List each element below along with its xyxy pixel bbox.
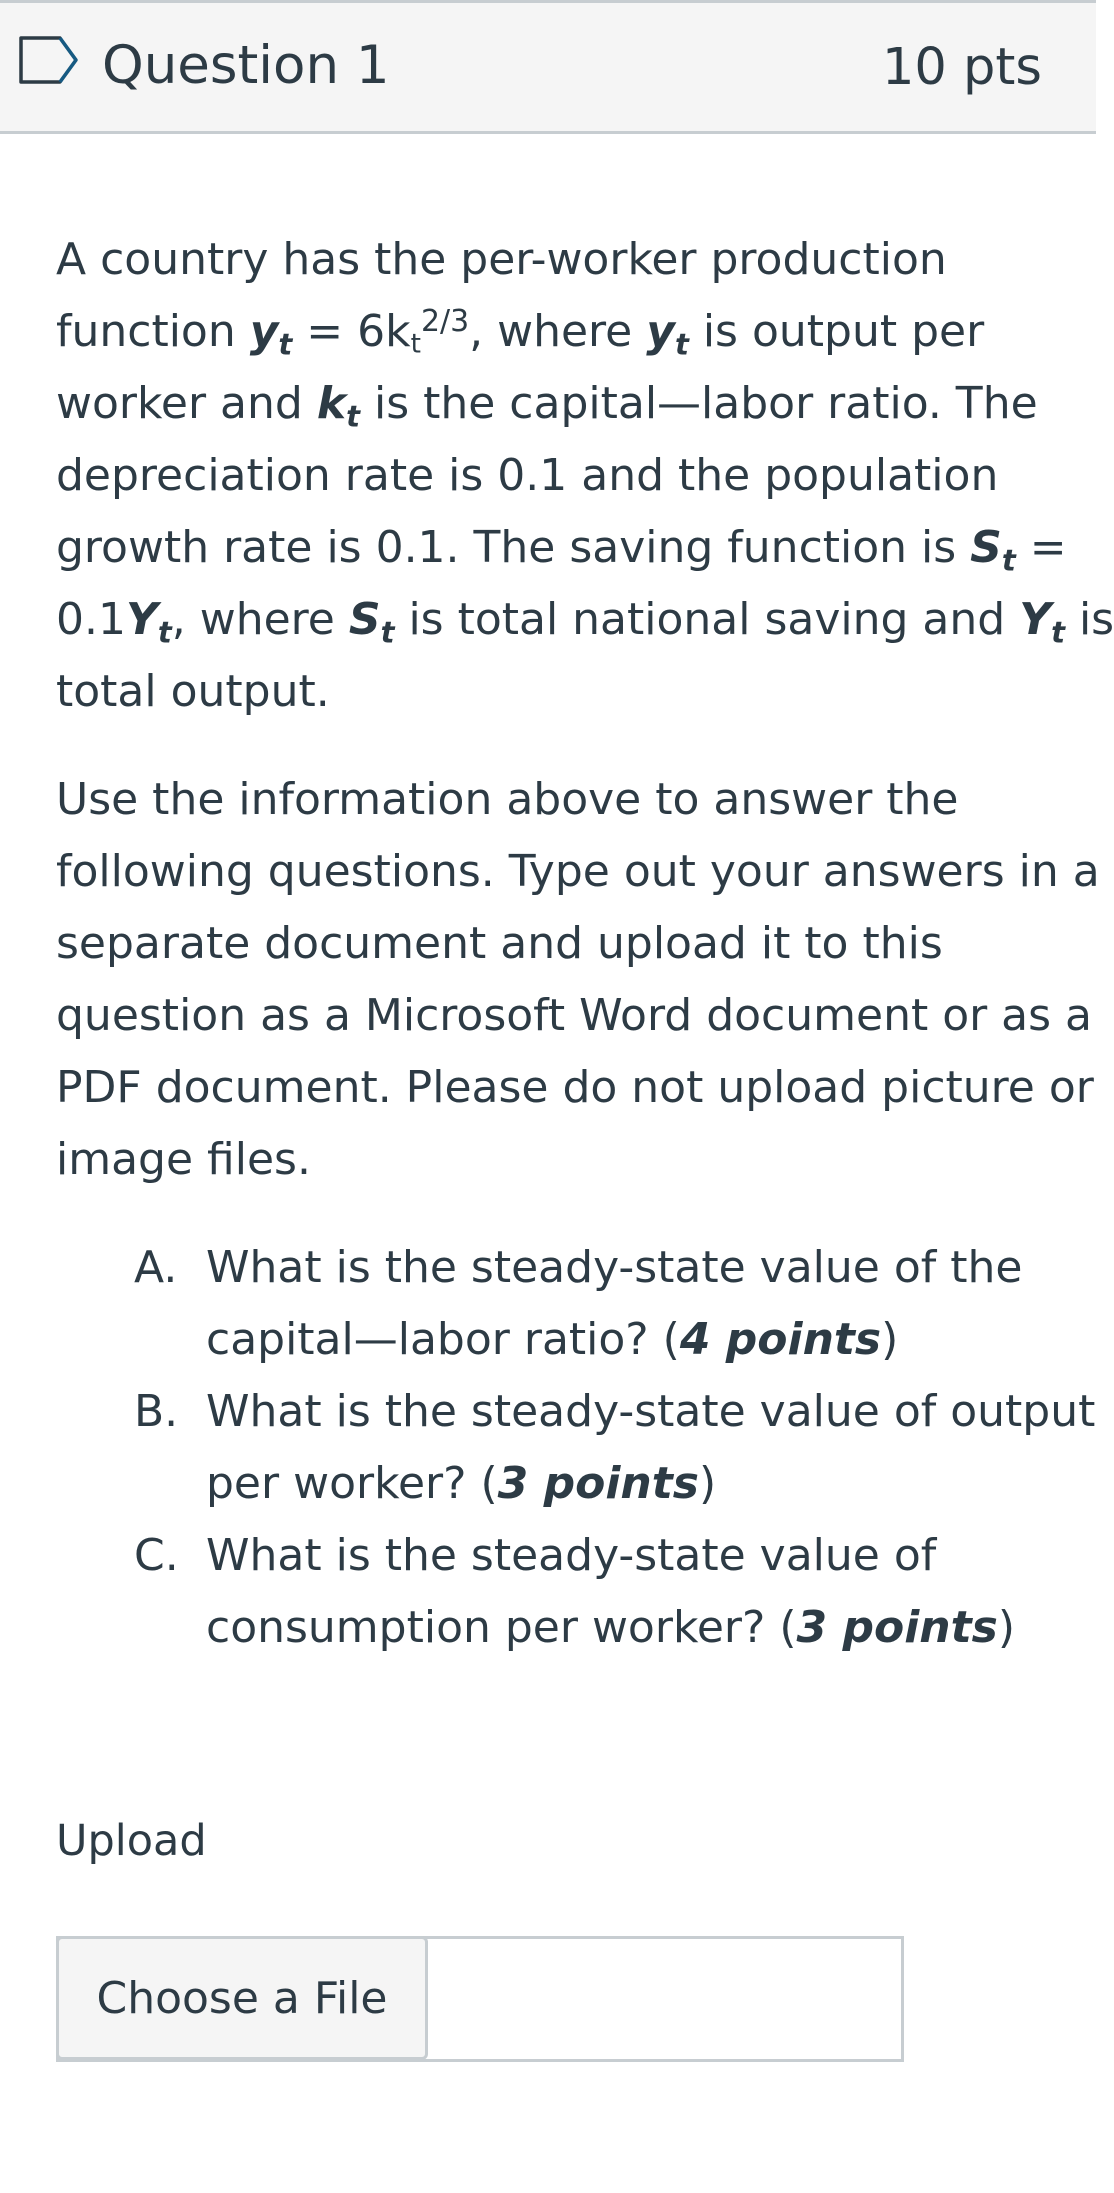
question-instructions-paragraph xyxy=(56,764,1100,1196)
question-points: 10 pts xyxy=(881,38,1042,97)
text-line: image files. xyxy=(56,1134,311,1185)
points-label: 4 points xyxy=(679,1314,882,1365)
question-text xyxy=(56,224,1114,1664)
flag-question-icon[interactable] xyxy=(18,35,80,85)
list-marker: B. xyxy=(134,1386,179,1437)
var-y: y xyxy=(249,306,279,357)
points-label: 3 points xyxy=(497,1458,699,1509)
text-line: question as a Microsoft Word document or as a xyxy=(56,990,1093,1041)
list-marker: C. xyxy=(134,1530,179,1581)
list-item: A. What is the steady-state value of the capital—labor ratio? (4 points) xyxy=(56,1232,1056,1376)
sub-question-list xyxy=(56,1232,1096,1664)
list-item: B. What is the steady-state value of output per worker? (3 points) xyxy=(56,1376,1056,1520)
file-upload-field[interactable] xyxy=(56,1936,904,2062)
text-line: function $y_t = 6kt^{2/3}$, where $y_t$ is output per xyxy=(56,304,985,362)
text-line: following questions. Type out your answers in a xyxy=(56,846,1100,897)
text-line: $0.1Y_t$, where $S_t$ is total national saving and $Y_t$ is xyxy=(56,594,1114,650)
question-title: Question 1 xyxy=(102,35,390,96)
points-label: 3 points xyxy=(796,1602,998,1653)
text-line: depreciation rate is 0.1 and the population xyxy=(56,450,999,501)
upload-label: Upload xyxy=(56,1816,207,1866)
list-marker: A. xyxy=(134,1242,178,1293)
question-intro-paragraph xyxy=(56,224,1114,728)
choose-file-button[interactable]: Choose a File xyxy=(56,1936,428,2060)
text-line: Use the information above to answer the xyxy=(56,774,959,825)
text-line: growth rate is 0.1. The saving function is $S_t$ = xyxy=(56,522,1067,578)
list-item: C. What is the steady-state value of consumption per worker? (3 points) xyxy=(56,1520,1056,1664)
text-line: separate document and upload it to this xyxy=(56,918,943,969)
text-line: A country has the per-worker production xyxy=(56,234,947,285)
text-line: worker and $k_t$ is the capital—labor ratio. The xyxy=(56,378,1038,434)
question-header xyxy=(0,0,1096,134)
text-line: PDF document. Please do not upload picture or xyxy=(56,1062,1094,1113)
text-line: total output. xyxy=(56,666,330,717)
